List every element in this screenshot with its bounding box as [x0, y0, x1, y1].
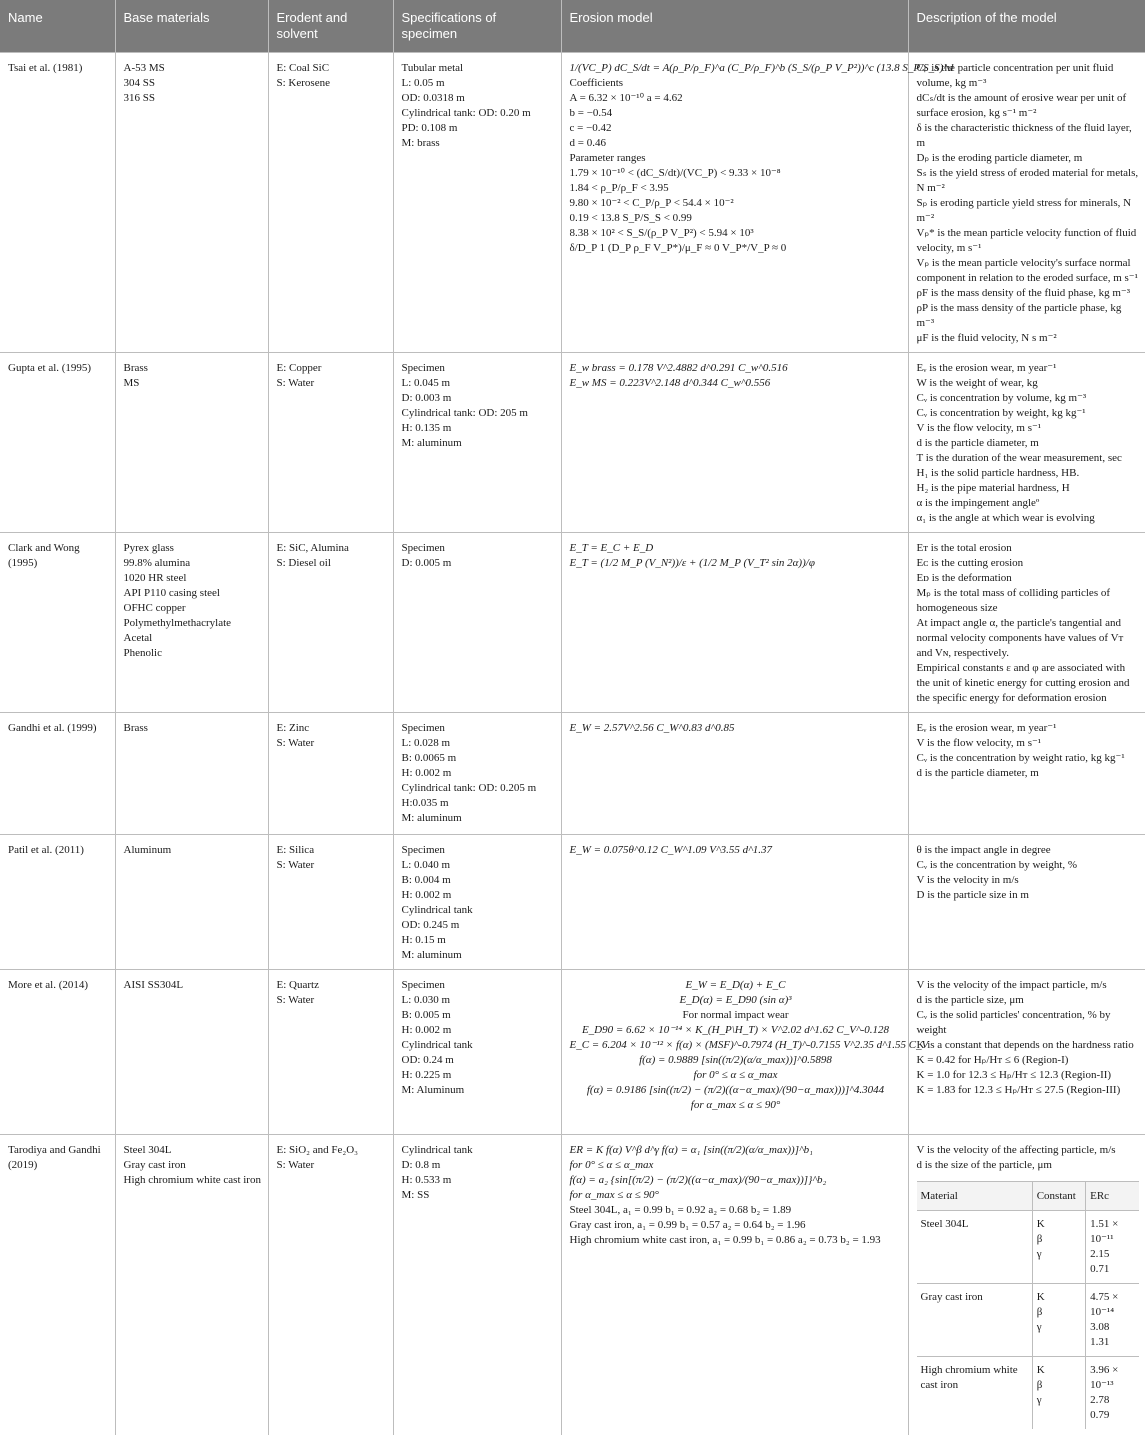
table-row [0, 970, 1145, 1135]
material-item: Polymethylmethacrylate [124, 616, 262, 631]
spec-item: M: Aluminum [402, 1083, 555, 1098]
spec-item: Cylindrical tank: OD: 205 m [402, 406, 555, 421]
model-text: 1.84 < ρ_P/ρ_F < 3.95 [570, 181, 902, 196]
spec-item: H: 0.533 m [402, 1173, 555, 1188]
description-item: Mₚ is the total mass of colliding particles of homogeneous size [917, 586, 1140, 616]
model-formula: for 0° ≤ α ≤ α_max [570, 1068, 902, 1083]
table-row [0, 533, 1145, 713]
cell-erosion-model [561, 533, 908, 713]
spec-item: H: 0.002 m [402, 1023, 555, 1038]
erodent-item: S: Water [277, 736, 387, 751]
subtable-values [1086, 1211, 1139, 1284]
erodent-item: S: Water [277, 1158, 387, 1173]
description-item: D is the particle size in m [917, 888, 1140, 903]
spec-item: Cylindrical tank: OD: 0.20 m [402, 106, 555, 121]
erodent-item: S: Water [277, 376, 387, 391]
description-item: Dₚ is the eroding particle diameter, m [917, 151, 1140, 166]
model-formula: E_w brass = 0.178 V^2.4882 d^0.291 C_w^0.516 [570, 361, 902, 376]
spec-item: Tubular metal [402, 61, 555, 76]
description-item: Cₚ is the particle concentration per unit fluid volume, kg m⁻³ [917, 61, 1140, 91]
description-item: Sₚ is eroding particle yield stress for minerals, N m⁻² [917, 196, 1140, 226]
subtable-header-row [917, 1182, 1140, 1211]
erodent-item: E: Coal SiC [277, 61, 387, 76]
constant-symbol: γ [1037, 1393, 1081, 1408]
cell-description [908, 353, 1145, 533]
constant-value: 0.71 [1090, 1262, 1135, 1277]
constant-symbol: K [1037, 1290, 1081, 1305]
subtable-constants [1032, 1284, 1085, 1357]
description-item: Eᵥ is the erosion wear, m year⁻¹ [917, 721, 1140, 736]
model-text: δ/D_P 1 (D_P ρ_F V_P*)/μ_F ≈ 0 V_P*/V_P ≈ 0 [570, 241, 902, 256]
cell-base-materials [115, 533, 268, 713]
description-item: Cᵥ is the concentration by weight, % [917, 858, 1140, 873]
model-formula: f(α) = 0.9889 [sin((π/2)(α/α_max))]^0.5898 [570, 1053, 902, 1068]
description-item: α₁ is the angle at which wear is evolving [917, 511, 1140, 526]
model-text: Gray cast iron, a₁ = 0.99 b₁ = 0.57 a₂ = 0.64 b₂ = 1.96 [570, 1218, 902, 1233]
cell-name: Clark and Wong (1995) [0, 533, 115, 713]
erodent-item: S: Water [277, 993, 387, 1008]
description-item: H₁ is the solid particle hardness, HB. [917, 466, 1140, 481]
subtable-row [917, 1211, 1140, 1284]
cell-erodent-solvent [268, 53, 393, 353]
table-row [0, 835, 1145, 970]
description-item: H₂ is the pipe material hardness, H [917, 481, 1140, 496]
constant-value: 3.96 × 10⁻¹³ [1090, 1363, 1135, 1393]
cell-description [908, 713, 1145, 835]
header-base-materials: Base materials [115, 0, 268, 53]
spec-item: L: 0.05 m [402, 76, 555, 91]
model-formula: ER = K f(α) V^β d^γ f(α) = α₁ [sin((π/2)(α/α_max))]^b₁ [570, 1143, 902, 1158]
model-formula: for α_max ≤ α ≤ 90° [570, 1098, 902, 1113]
subtable-values [1086, 1284, 1139, 1357]
model-formula: E_D90 = 6.62 × 10⁻¹⁴ × K_(H_P\H_T) × V^2.02 d^1.62 C_V^-0.128 [570, 1023, 902, 1038]
cell-base-materials [115, 1135, 268, 1435]
spec-item: B: 0.005 m [402, 1008, 555, 1023]
cell-name: Gupta et al. (1995) [0, 353, 115, 533]
cell-erosion-model [561, 835, 908, 970]
constant-symbol: γ [1037, 1320, 1081, 1335]
description-item: Sₛ is the yield stress of eroded material for metals, N m⁻² [917, 166, 1140, 196]
erodent-item: E: SiO₂ and Fe₂O₃ [277, 1143, 387, 1158]
spec-item: PD: 0.108 m [402, 121, 555, 136]
cell-specifications [393, 970, 561, 1135]
description-item: W is the weight of wear, kg [917, 376, 1140, 391]
cell-specifications [393, 53, 561, 353]
model-text: 0.19 < 13.8 S_P/S_S < 0.99 [570, 211, 902, 226]
subtable-header: Constant [1032, 1182, 1085, 1211]
constant-value: 0.79 [1090, 1408, 1135, 1423]
material-item: 316 SS [124, 91, 262, 106]
model-formula: 1/(VC_P) dC_S/dt = A(ρ_P/ρ_F)^a (C_P/ρ_F)^b (S_S/(ρ_P V_P²))^c (13.8 S_P/S_S)^d [570, 61, 902, 76]
model-text: High chromium white cast iron, a₁ = 0.99 b₁ = 0.86 a₂ = 0.73 b₂ = 1.93 [570, 1233, 902, 1248]
erodent-item: S: Water [277, 858, 387, 873]
spec-item: H: 0.225 m [402, 1068, 555, 1083]
spec-item: OD: 0.245 m [402, 918, 555, 933]
description-item: Cᵥ is concentration by volume, kg m⁻³ [917, 391, 1140, 406]
cell-erodent-solvent [268, 970, 393, 1135]
description-item: V is the velocity in m/s [917, 873, 1140, 888]
cell-description [908, 835, 1145, 970]
spec-item: M: aluminum [402, 948, 555, 963]
constant-symbol: γ [1037, 1247, 1081, 1262]
description-item: Cᵥ is concentration by weight, kg kg⁻¹ [917, 406, 1140, 421]
description-item: K = 0.42 for Hₚ/Hᴛ ≤ 6 (Region-I) [917, 1053, 1140, 1068]
constant-value: 1.31 [1090, 1335, 1135, 1350]
spec-item: Cylindrical tank [402, 1143, 555, 1158]
description-item: d is the size of the particle, μm [917, 1158, 1140, 1173]
cell-description [908, 53, 1145, 353]
description-item: Eᴄ is the cutting erosion [917, 556, 1140, 571]
material-item: Pyrex glass [124, 541, 262, 556]
material-item: Aluminum [124, 843, 262, 858]
model-text: b = −0.54 [570, 106, 902, 121]
model-formula: for 0° ≤ α ≤ α_max [570, 1158, 902, 1173]
model-text: 8.38 × 10² < S_S/(ρ_P V_P²) < 5.94 × 10³ [570, 226, 902, 241]
spec-item: B: 0.0065 m [402, 751, 555, 766]
cell-erodent-solvent [268, 533, 393, 713]
spec-item: Specimen [402, 721, 555, 736]
spec-item: H: 0.135 m [402, 421, 555, 436]
constant-value: 4.75 × 10⁻¹⁴ [1090, 1290, 1135, 1320]
cell-erosion-model [561, 53, 908, 353]
description-item: K = 1.0 for 12.3 ≤ Hₚ/Hᴛ ≤ 12.3 (Region-II) [917, 1068, 1140, 1083]
cell-base-materials [115, 970, 268, 1135]
model-text: d = 0.46 [570, 136, 902, 151]
model-formula: for α_max ≤ α ≤ 90° [570, 1188, 902, 1203]
material-item: A-53 MS [124, 61, 262, 76]
cell-description [908, 533, 1145, 713]
spec-item: L: 0.040 m [402, 858, 555, 873]
description-item: V is the flow velocity, m s⁻¹ [917, 421, 1140, 436]
subtable-row [917, 1284, 1140, 1357]
spec-item: D: 0.003 m [402, 391, 555, 406]
header-erodent-solvent: Erodent and solvent [268, 0, 393, 53]
spec-item: Cylindrical tank [402, 903, 555, 918]
description-item: Cᵥ is the solid particles' concentration, % by weight [917, 1008, 1140, 1038]
cell-base-materials [115, 835, 268, 970]
model-text: 9.80 × 10⁻² < C_P/ρ_P < 54.4 × 10⁻² [570, 196, 902, 211]
subtable-constants [1032, 1211, 1085, 1284]
description-item: δ is the characteristic thickness of the fluid layer, m [917, 121, 1140, 151]
spec-item: L: 0.045 m [402, 376, 555, 391]
spec-item: Specimen [402, 541, 555, 556]
material-item: Brass [124, 361, 262, 376]
description-item: dCₛ/dt is the amount of erosive wear per unit of surface erosion, kg s⁻¹ m⁻² [917, 91, 1140, 121]
subtable-constants [1032, 1357, 1085, 1430]
description-item: Eᴛ is the total erosion [917, 541, 1140, 556]
material-item: Acetal [124, 631, 262, 646]
cell-description [908, 1135, 1145, 1435]
description-item: Vₚ is the mean particle velocity's surface normal component in relation to the eroded surface, m s⁻¹ [917, 256, 1140, 286]
spec-item: H: 0.002 m [402, 766, 555, 781]
cell-specifications [393, 533, 561, 713]
model-formula: E_D(α) = E_D90 (sin α)³ [570, 993, 902, 1008]
description-item: ρP is the mass density of the particle phase, kg m⁻³ [917, 301, 1140, 331]
spec-item: OD: 0.0318 m [402, 91, 555, 106]
model-text: For normal impact wear [570, 1008, 902, 1023]
description-item: Eᵥ is the erosion wear, m year⁻¹ [917, 361, 1140, 376]
model-formula: E_w MS = 0.223V^2.148 d^0.344 C_w^0.556 [570, 376, 902, 391]
material-item: Phenolic [124, 646, 262, 661]
spec-item: L: 0.028 m [402, 736, 555, 751]
header-row [0, 0, 1145, 53]
model-text: Parameter ranges [570, 151, 902, 166]
constant-symbol: β [1037, 1232, 1081, 1247]
cell-erosion-model [561, 1135, 908, 1435]
table-row [0, 353, 1145, 533]
description-item: Cᵥ is the concentration by weight ratio, kg kg⁻¹ [917, 751, 1140, 766]
spec-item: H:0.035 m [402, 796, 555, 811]
model-formula: E_W = 2.57V^2.56 C_W^0.83 d^0.85 [570, 721, 902, 736]
description-item: At impact angle α, the particle's tangential and normal velocity components have values of Vᴛ and Vɴ, respectively. [917, 616, 1140, 661]
cell-erodent-solvent [268, 353, 393, 533]
spec-item: Cylindrical tank [402, 1038, 555, 1053]
material-item: 1020 HR steel [124, 571, 262, 586]
model-formula: E_T = E_C + E_D [570, 541, 902, 556]
cell-base-materials [115, 713, 268, 835]
model-formula: E_C = 6.204 × 10⁻¹² × f(α) × (MSF)^-0.7974 (H_T)^-0.7155 V^2.35 d^1.55 C_V [570, 1038, 902, 1053]
material-item: 99.8% alumina [124, 556, 262, 571]
erodent-item: E: SiC, Alumina [277, 541, 387, 556]
spec-item: M: aluminum [402, 811, 555, 826]
spec-item: L: 0.030 m [402, 993, 555, 1008]
erodent-item: E: Silica [277, 843, 387, 858]
cell-name: More et al. (2014) [0, 970, 115, 1135]
cell-erodent-solvent [268, 713, 393, 835]
cell-erosion-model [561, 713, 908, 835]
cell-base-materials [115, 353, 268, 533]
model-formula: f(α) = 0.9186 [sin((π/2) − (π/2)((α−α_max)/(90−α_max)))]^4.3044 [570, 1083, 902, 1098]
constant-value: 1.51 × 10⁻¹¹ [1090, 1217, 1135, 1247]
table-row [0, 53, 1145, 353]
material-item: Steel 304L [124, 1143, 262, 1158]
cell-erosion-model [561, 970, 908, 1135]
model-text: 1.79 × 10⁻¹⁰ < (dC_S/dt)/(VC_P) < 9.33 × 10⁻⁸ [570, 166, 902, 181]
spec-item: H: 0.15 m [402, 933, 555, 948]
erodent-item: S: Kerosene [277, 76, 387, 91]
spec-item: OD: 0.24 m [402, 1053, 555, 1068]
erodent-item: S: Diesel oil [277, 556, 387, 571]
material-item: High chromium white cast iron [124, 1173, 262, 1188]
spec-item: Specimen [402, 361, 555, 376]
cell-specifications [393, 713, 561, 835]
constant-value: 3.08 [1090, 1320, 1135, 1335]
model-formula: E_W = 0.075θ^0.12 C_W^1.09 V^3.55 d^1.37 [570, 843, 902, 858]
subtable-material: Gray cast iron [917, 1284, 1033, 1357]
material-item: OFHC copper [124, 601, 262, 616]
header-erosion-model: Erosion model [561, 0, 908, 53]
spec-item: M: brass [402, 136, 555, 151]
material-item: Brass [124, 721, 262, 736]
spec-item: M: SS [402, 1188, 555, 1203]
description-item: Eᴅ is the deformation [917, 571, 1140, 586]
table-row [0, 713, 1145, 835]
subtable-material: High chromium white cast iron [917, 1357, 1033, 1430]
erodent-item: E: Copper [277, 361, 387, 376]
model-text: c = −0.42 [570, 121, 902, 136]
spec-item: Cylindrical tank: OD: 0.205 m [402, 781, 555, 796]
material-item: MS [124, 376, 262, 391]
description-item: ρF is the mass density of the fluid phase, kg m⁻³ [917, 286, 1140, 301]
constant-symbol: K [1037, 1217, 1081, 1232]
cell-description [908, 970, 1145, 1135]
erodent-item: E: Zinc [277, 721, 387, 736]
table-body [0, 53, 1145, 1435]
description-item: K is a constant that depends on the hardness ratio [917, 1038, 1140, 1053]
cell-specifications [393, 835, 561, 970]
cell-base-materials [115, 53, 268, 353]
model-text: Steel 304L, a₁ = 0.99 b₁ = 0.92 a₂ = 0.68 b₂ = 1.89 [570, 1203, 902, 1218]
model-formula: E_W = E_D(α) + E_C [570, 978, 902, 993]
description-item: θ is the impact angle in degree [917, 843, 1140, 858]
erodent-item: E: Quartz [277, 978, 387, 993]
subtable-header: Material [917, 1182, 1033, 1211]
cell-specifications [393, 1135, 561, 1435]
constant-value: 2.15 [1090, 1247, 1135, 1262]
header-specifications: Specifications of specimen [393, 0, 561, 53]
cell-erodent-solvent [268, 835, 393, 970]
model-formula: E_T = (1/2 M_P (V_N²))/ε + (1/2 M_P (V_T² sin 2α))/φ [570, 556, 902, 571]
spec-item: D: 0.8 m [402, 1158, 555, 1173]
description-item: d is the particle size, μm [917, 993, 1140, 1008]
cell-specifications [393, 353, 561, 533]
model-text: Coefficients [570, 76, 902, 91]
cell-name: Gandhi et al. (1999) [0, 713, 115, 835]
spec-item: Specimen [402, 978, 555, 993]
constant-symbol: β [1037, 1378, 1081, 1393]
subtable-material: Steel 304L [917, 1211, 1033, 1284]
spec-item: M: aluminum [402, 436, 555, 451]
cell-name: Patil et al. (2011) [0, 835, 115, 970]
model-text: A = 6.32 × 10⁻¹⁰ a = 4.62 [570, 91, 902, 106]
constant-symbol: β [1037, 1305, 1081, 1320]
description-item: d is the particle diameter, m [917, 436, 1140, 451]
subtable-row [917, 1357, 1140, 1430]
description-item: μF is the fluid velocity, N s m⁻² [917, 331, 1140, 346]
spec-item: D: 0.005 m [402, 556, 555, 571]
description-item: Vₚ* is the mean particle velocity function of fluid velocity, m s⁻¹ [917, 226, 1140, 256]
spec-item: H: 0.002 m [402, 888, 555, 903]
description-item: V is the flow velocity, m s⁻¹ [917, 736, 1140, 751]
description-item: Empirical constants ε and φ are associated with the unit of kinetic energy for cutting erosion and the specific energy for deformation erosion [917, 661, 1140, 706]
constant-value: 2.78 [1090, 1393, 1135, 1408]
description-item: T is the duration of the wear measurement, sec [917, 451, 1140, 466]
model-formula: f(α) = a₂ {sin[(π/2) − (π/2)((α−α_max)/(90−α_max))]}^b₂ [570, 1173, 902, 1188]
material-item: 304 SS [124, 76, 262, 91]
constants-subtable [917, 1181, 1140, 1429]
spec-item: Specimen [402, 843, 555, 858]
description-item: V is the velocity of the impact particle, m/s [917, 978, 1140, 993]
cell-name: Tarodiya and Gandhi (2019) [0, 1135, 115, 1435]
spec-item: B: 0.004 m [402, 873, 555, 888]
header-description: Description of the model [908, 0, 1145, 53]
cell-erosion-model [561, 353, 908, 533]
cell-erodent-solvent [268, 1135, 393, 1435]
description-item: K = 1.83 for 12.3 ≤ Hₚ/Hᴛ ≤ 27.5 (Region-III) [917, 1083, 1140, 1098]
material-item: AISI SS304L [124, 978, 262, 993]
description-item: d is the particle diameter, m [917, 766, 1140, 781]
constant-symbol: K [1037, 1363, 1081, 1378]
material-item: API P110 casing steel [124, 586, 262, 601]
description-item: V is the velocity of the affecting particle, m/s [917, 1143, 1140, 1158]
subtable-header: ERc [1086, 1182, 1139, 1211]
table-row [0, 1135, 1145, 1435]
material-item: Gray cast iron [124, 1158, 262, 1173]
header-name: Name [0, 0, 115, 53]
cell-name: Tsai et al. (1981) [0, 53, 115, 353]
description-item: α is the impingement angleº [917, 496, 1140, 511]
subtable-values [1086, 1357, 1139, 1430]
